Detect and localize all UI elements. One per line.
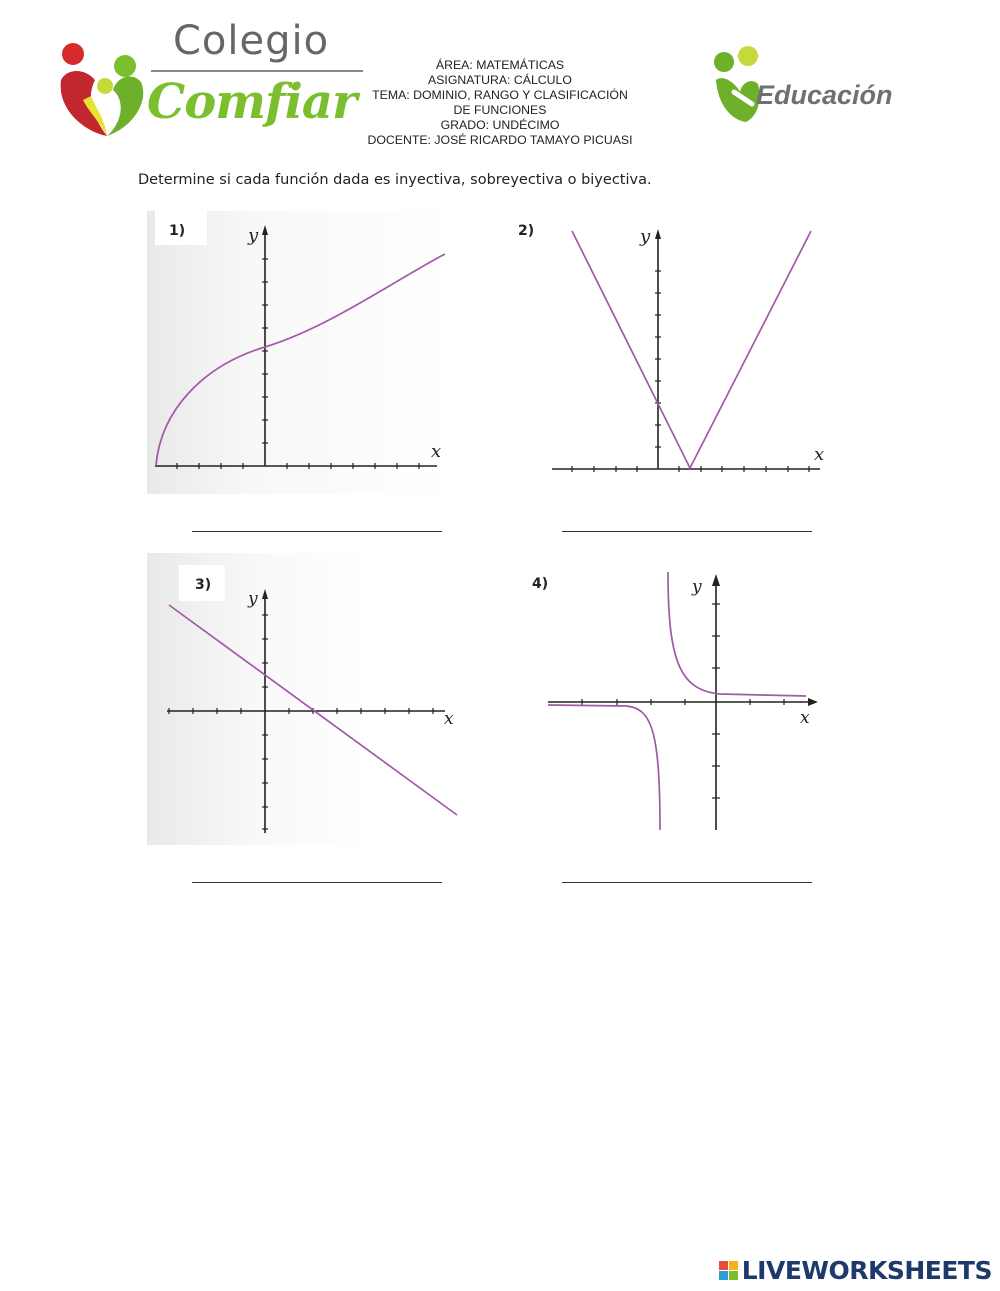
info-subject: ASIGNATURA: CÁLCULO bbox=[428, 73, 572, 87]
graph-3-y-label: y bbox=[248, 589, 258, 609]
answer-line-3[interactable] bbox=[192, 882, 442, 883]
info-topic-cont: DE FUNCIONES bbox=[453, 103, 547, 117]
family-heart-icon bbox=[55, 40, 150, 140]
graph-1-y-label: y bbox=[248, 225, 259, 246]
graph-4-x-label: x bbox=[800, 708, 810, 728]
header-info bbox=[340, 58, 660, 148]
graph-3-number: 3) bbox=[195, 577, 212, 593]
graph-1-x-label: x bbox=[431, 441, 442, 462]
graph-1-number: 1) bbox=[169, 223, 186, 239]
graph-2-x-label: x bbox=[814, 444, 825, 465]
educacion-text: Educación bbox=[756, 80, 893, 110]
educacion-logo bbox=[712, 44, 912, 124]
instructions-text: Determine si cada función dada es inyectiva, sobreyectiva o biyectiva. bbox=[138, 172, 652, 188]
colegio-comfiar-logo bbox=[55, 18, 365, 143]
graph-4-plot bbox=[530, 562, 830, 837]
graph-1 bbox=[147, 211, 452, 494]
graph-2-number: 2) bbox=[518, 223, 535, 239]
graph-2-y-label: y bbox=[640, 226, 651, 247]
brand-squares-icon bbox=[719, 1261, 738, 1280]
graph-2-plot bbox=[510, 211, 835, 494]
graph-4 bbox=[530, 562, 830, 837]
graph-3-x-label: x bbox=[444, 709, 454, 729]
graph-4-y-label: y bbox=[692, 577, 702, 597]
graph-3 bbox=[147, 553, 462, 845]
answer-line-4[interactable] bbox=[562, 882, 812, 883]
answer-line-2[interactable] bbox=[562, 531, 812, 532]
logo-rule bbox=[151, 70, 363, 72]
graph-4-number: 4) bbox=[532, 576, 549, 592]
graph-3-plot bbox=[147, 553, 462, 845]
graph-2 bbox=[510, 211, 835, 494]
graph-1-plot bbox=[147, 211, 452, 494]
answer-line-1[interactable] bbox=[192, 531, 442, 532]
info-topic: TEMA: DOMINIO, RANGO Y CLASIFICACIÓN bbox=[372, 88, 628, 102]
brand-text: LIVEWORKSHEETS bbox=[741, 1255, 992, 1285]
colegio-text: Colegio bbox=[173, 18, 330, 64]
info-area: ÁREA: MATEMÁTICAS bbox=[435, 58, 565, 72]
info-teacher: DOCENTE: JOSÉ RICARDO TAMAYO PICUASI bbox=[367, 133, 633, 147]
liveworksheets-brand bbox=[719, 1255, 992, 1285]
info-grade: GRADO: UNDÉCIMO bbox=[440, 118, 560, 132]
comfiar-text: Comfiar bbox=[147, 74, 357, 130]
